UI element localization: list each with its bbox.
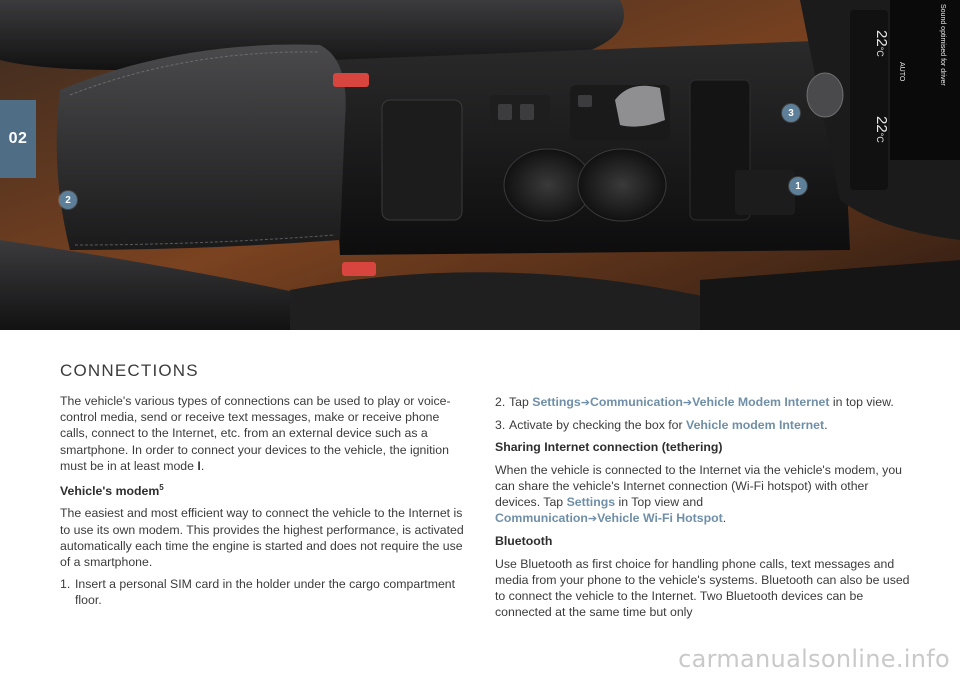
vehicle-modem-internet-checkbox-label[interactable]: Vehicle modem Internet bbox=[686, 418, 825, 433]
callout-3: 3 bbox=[782, 104, 800, 122]
tethering-settings-link[interactable]: Settings bbox=[566, 495, 616, 510]
vehicle-wifi-hotspot-link[interactable]: Vehicle Wi-Fi Hotspot bbox=[597, 511, 723, 526]
intro-end: . bbox=[200, 458, 205, 473]
tethering-mid: in Top view and bbox=[615, 495, 704, 510]
settings-link[interactable]: Settings bbox=[532, 395, 581, 409]
tethering-end: . bbox=[722, 511, 727, 526]
step-1-text: Insert a personal SIM card in the holder under the cargo compartment floor. bbox=[75, 577, 456, 608]
modem-paragraph: The easiest and most efficient way to connect the vehicle to the Internet is to use its own modem. This provides the highest performance, is activated automatically each time the engine is started and does not require the use of a smartphone. bbox=[60, 506, 464, 569]
tethering-communication-link[interactable]: Communication bbox=[495, 511, 588, 526]
step-1 bbox=[60, 576, 470, 608]
step-3-number: 3. bbox=[495, 418, 506, 433]
callout-1: 1 bbox=[789, 177, 807, 195]
step-2-suffix: in top view. bbox=[829, 395, 894, 409]
display-temp-top: 22 bbox=[873, 30, 890, 47]
step-2-text bbox=[509, 394, 894, 411]
modem-heading bbox=[60, 480, 470, 499]
callout-2: 2 bbox=[59, 191, 77, 209]
tethering-paragraph bbox=[495, 462, 913, 528]
modem-heading-text: Vehicle's modem bbox=[60, 484, 160, 499]
step-3-suffix: . bbox=[824, 418, 828, 433]
step-3-prefix: Activate by checking the box for bbox=[509, 418, 687, 433]
tethering-text: When the vehicle is connected to the Internet via the vehicle's modem, you can share the vehicle's Internet connection (Wi-Fi hotspot) with other devices. Tap bbox=[495, 462, 903, 510]
bluetooth-heading: Bluetooth bbox=[495, 534, 553, 549]
intro-text: The vehicle's various types of connections can be used to play or voice-control media, send or receive text messages, make or receive phone calls, connect to the Internet, etc. from an external device such as a smartphone. In order to connect your devices to the vehicle, the ignition must be in at least mode bbox=[60, 394, 451, 473]
display-temp-bottom: 22 bbox=[873, 116, 890, 133]
tethering-heading: Sharing Internet connection (tethering) bbox=[495, 440, 723, 455]
display-notice: Sound optimised for driver bbox=[939, 4, 946, 86]
bluetooth-paragraph: Use Bluetooth as first choice for handling phone calls, text messages and media from your phone to the vehicle's systems. Bluetooth can also be used to connect the vehicle to the Internet. Two Bluetooth devices can be connected at the same time but only bbox=[495, 556, 910, 620]
step-1-number: 1. bbox=[60, 577, 71, 592]
console-illustration bbox=[0, 0, 960, 330]
step-3-text bbox=[509, 417, 828, 433]
step-2 bbox=[495, 394, 913, 411]
right-column bbox=[495, 394, 913, 626]
step-3 bbox=[495, 417, 913, 433]
display-unit-bottom: °C bbox=[875, 132, 885, 143]
console-photo bbox=[0, 0, 960, 330]
step-2-number: 2. bbox=[495, 395, 506, 409]
display-mode: AUTO bbox=[898, 62, 905, 82]
modem-footnote: 5 bbox=[159, 483, 164, 493]
ignition-mode: I bbox=[197, 458, 201, 473]
communication-link[interactable]: Communication bbox=[589, 395, 683, 409]
arrow-icon: ➔ bbox=[587, 513, 598, 526]
chapter-tab: 02 bbox=[0, 100, 36, 178]
left-column bbox=[60, 393, 470, 615]
step-2-prefix: Tap bbox=[509, 395, 533, 409]
vehicle-modem-internet-link[interactable]: Vehicle Modem Internet bbox=[692, 395, 830, 409]
arrow-icon: ➔ bbox=[682, 397, 693, 409]
arrow-icon: ➔ bbox=[580, 397, 590, 409]
page-title: CONNECTIONS bbox=[60, 361, 199, 380]
intro-paragraph bbox=[60, 393, 470, 474]
watermark: carmanualsonline.info bbox=[678, 645, 950, 673]
display-unit-top: °C bbox=[875, 46, 885, 57]
center-display bbox=[873, 0, 960, 160]
